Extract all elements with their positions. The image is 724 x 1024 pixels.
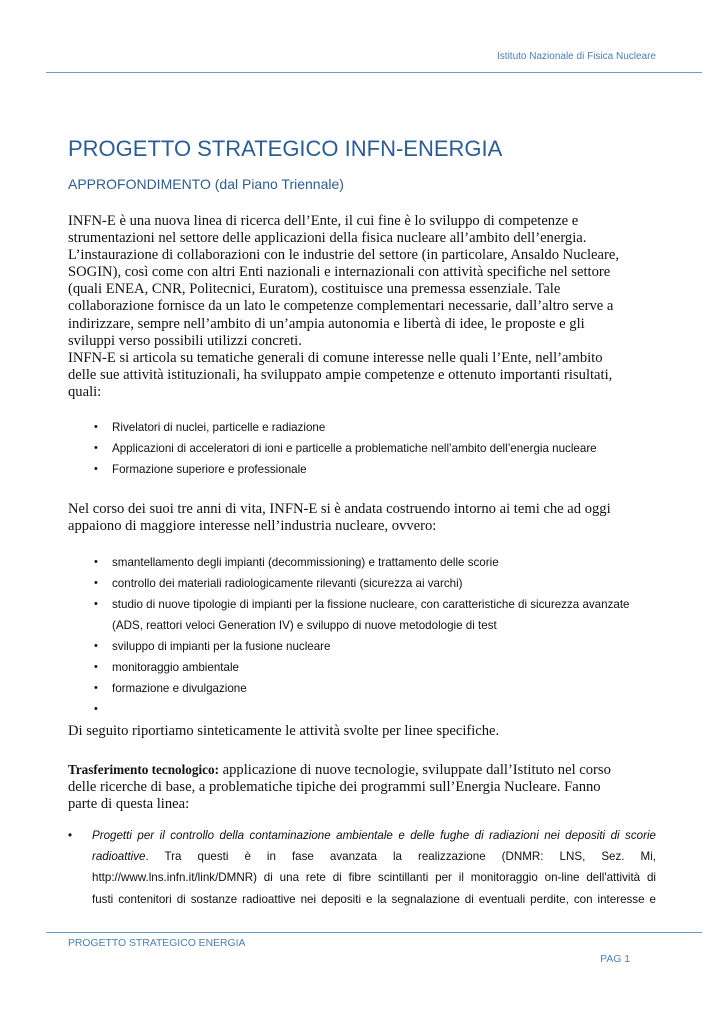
project-line: fusti contenitori di sostanze radioattive nei depositi e la segnalazione di eventuali perdite, con interesse e bbox=[92, 892, 656, 906]
intro-line: strumentazioni nel settore delle applicazioni della fisica nucleare all’ambito dell’energia. bbox=[68, 230, 587, 247]
bullet-icon: • bbox=[94, 598, 98, 610]
project-line: Progetti per il controllo della contaminazione ambientale e delle fughe di radiazioni nei depositi di scorie bbox=[92, 829, 656, 842]
bullet-icon: • bbox=[94, 463, 98, 475]
list-item: • formazione e divulgazione bbox=[94, 678, 630, 699]
project-line: http://www.lns.infn.it/link/DMNR) di una rete di fibre scintillanti per il monitoraggio on-line dell'attività di bbox=[92, 871, 656, 885]
list-item: • sviluppo di impianti per la fusione nucleare bbox=[94, 636, 630, 657]
themes-list bbox=[94, 417, 597, 480]
project-text bbox=[92, 825, 656, 910]
intro-line: collaborazione fornisce da un lato le competenze complementari necessarie, dall’altro serve a bbox=[68, 298, 614, 315]
bullet-icon: • bbox=[94, 421, 98, 433]
header-organization: Istituto Nazionale di Fisica Nucleare bbox=[497, 51, 656, 62]
project-line: radioattive. Tra questi è in fase avanzata la realizzazione (DNMR: LNS, Sez. Mi, bbox=[92, 850, 656, 864]
tech-transfer-line: delle ricerche di base, a problematiche tipiche dei programmi sull’Energia Nucleare. Fanno bbox=[68, 779, 601, 796]
document-subtitle: APPROFONDIMENTO (dal Piano Triennale) bbox=[68, 176, 344, 192]
tech-transfer-line: Trasferimento tecnologico: applicazione di nuove tecnologie, sviluppate dall’Istituto nel corso bbox=[68, 762, 611, 778]
intro-line: delle sue attività istituzionali, ha sviluppato ampie competenze e ottenuto importanti risultati, bbox=[68, 366, 613, 383]
course-paragraph bbox=[68, 501, 660, 535]
intro-line: INFN-E è una nuova linea di ricerca dell’Ente, il cui fine è lo sviluppo di competenze e bbox=[68, 213, 579, 229]
intro-line: quali: bbox=[68, 383, 102, 400]
footer-rule bbox=[46, 932, 702, 933]
list-item-empty bbox=[94, 699, 630, 720]
intro-line: (quali ENEA, CNR, Politecnici, Euratom), costituisce una premessa essenziale. Tale bbox=[68, 281, 561, 298]
bullet-icon: • bbox=[94, 682, 98, 694]
intro-line: sviluppi verso possibili utilizzi concreti. bbox=[68, 332, 302, 349]
summary-line: Di seguito riportiamo sinteticamente le attività svolte per linee specifiche. bbox=[68, 723, 500, 739]
summary-paragraph bbox=[68, 723, 660, 740]
bullet-icon: • bbox=[94, 640, 98, 652]
course-line: appaiono di maggiore interesse nell’industria nucleare, ovvero: bbox=[68, 518, 437, 535]
intro-paragraph bbox=[68, 213, 660, 401]
bullet-icon: • bbox=[94, 556, 98, 568]
list-item: • Formazione superiore e professionale bbox=[94, 459, 597, 480]
intro-line: indirizzare, sempre nell’ambito di un’ampia autonomia e libertà di idee, le proposte e gli bbox=[68, 315, 585, 332]
page-number: PAG 1 bbox=[600, 954, 630, 965]
bullet-icon: • bbox=[94, 661, 98, 673]
tech-transfer-line: parte di questa linea: bbox=[68, 796, 190, 813]
intro-line: SOGIN), così come con altri Enti nazionali e internazionali con attività specifiche nel settore bbox=[68, 264, 611, 281]
bullet-icon: • bbox=[94, 577, 98, 589]
list-item: • Rivelatori di nuclei, particelle e radiazione bbox=[94, 417, 597, 438]
bullet-icon: • bbox=[94, 442, 98, 454]
bullet-icon: • bbox=[94, 703, 98, 715]
list-item: • smantellamento degli impianti (decommissioning) e trattamento delle scorie bbox=[94, 552, 630, 573]
list-item: • controllo dei materiali radiologicamente rilevanti (sicurezza ai varchi) bbox=[94, 573, 630, 594]
intro-line: INFN-E si articola su tematiche generali di comune interesse nelle quali l’Ente, nell’ambito bbox=[68, 349, 603, 366]
list-item: • monitoraggio ambientale bbox=[94, 657, 630, 678]
tech-transfer-label: Trasferimento tecnologico: bbox=[68, 762, 219, 777]
list-item-continuation: (ADS, reattori veloci Generation IV) e sviluppo di nuove metodologie di test bbox=[112, 619, 497, 632]
list-item: • Applicazioni di acceleratori di ioni e particelle a problematiche nell’ambito dell’energia nucleare bbox=[94, 438, 597, 459]
bullet-icon: • bbox=[68, 829, 73, 842]
document-title: PROGETTO STRATEGICO INFN-ENERGIA bbox=[68, 136, 503, 161]
intro-line: L’instaurazione di collaborazioni con le industrie del settore (in particolare, Ansaldo Nucleare, bbox=[68, 247, 619, 264]
topics-list bbox=[94, 552, 630, 720]
footer-title: PROGETTO STRATEGICO ENERGIA bbox=[68, 938, 246, 949]
course-line: Nel corso dei suoi tre anni di vita, INFN-E si è andata costruendo intorno ai temi che ad oggi bbox=[68, 501, 611, 517]
tech-transfer-paragraph bbox=[68, 761, 660, 813]
header-rule bbox=[46, 72, 702, 73]
list-item: • studio di nuove tipologie di impianti per la fissione nucleare, con caratteristiche di sicurezza avanzate bbox=[94, 594, 630, 615]
